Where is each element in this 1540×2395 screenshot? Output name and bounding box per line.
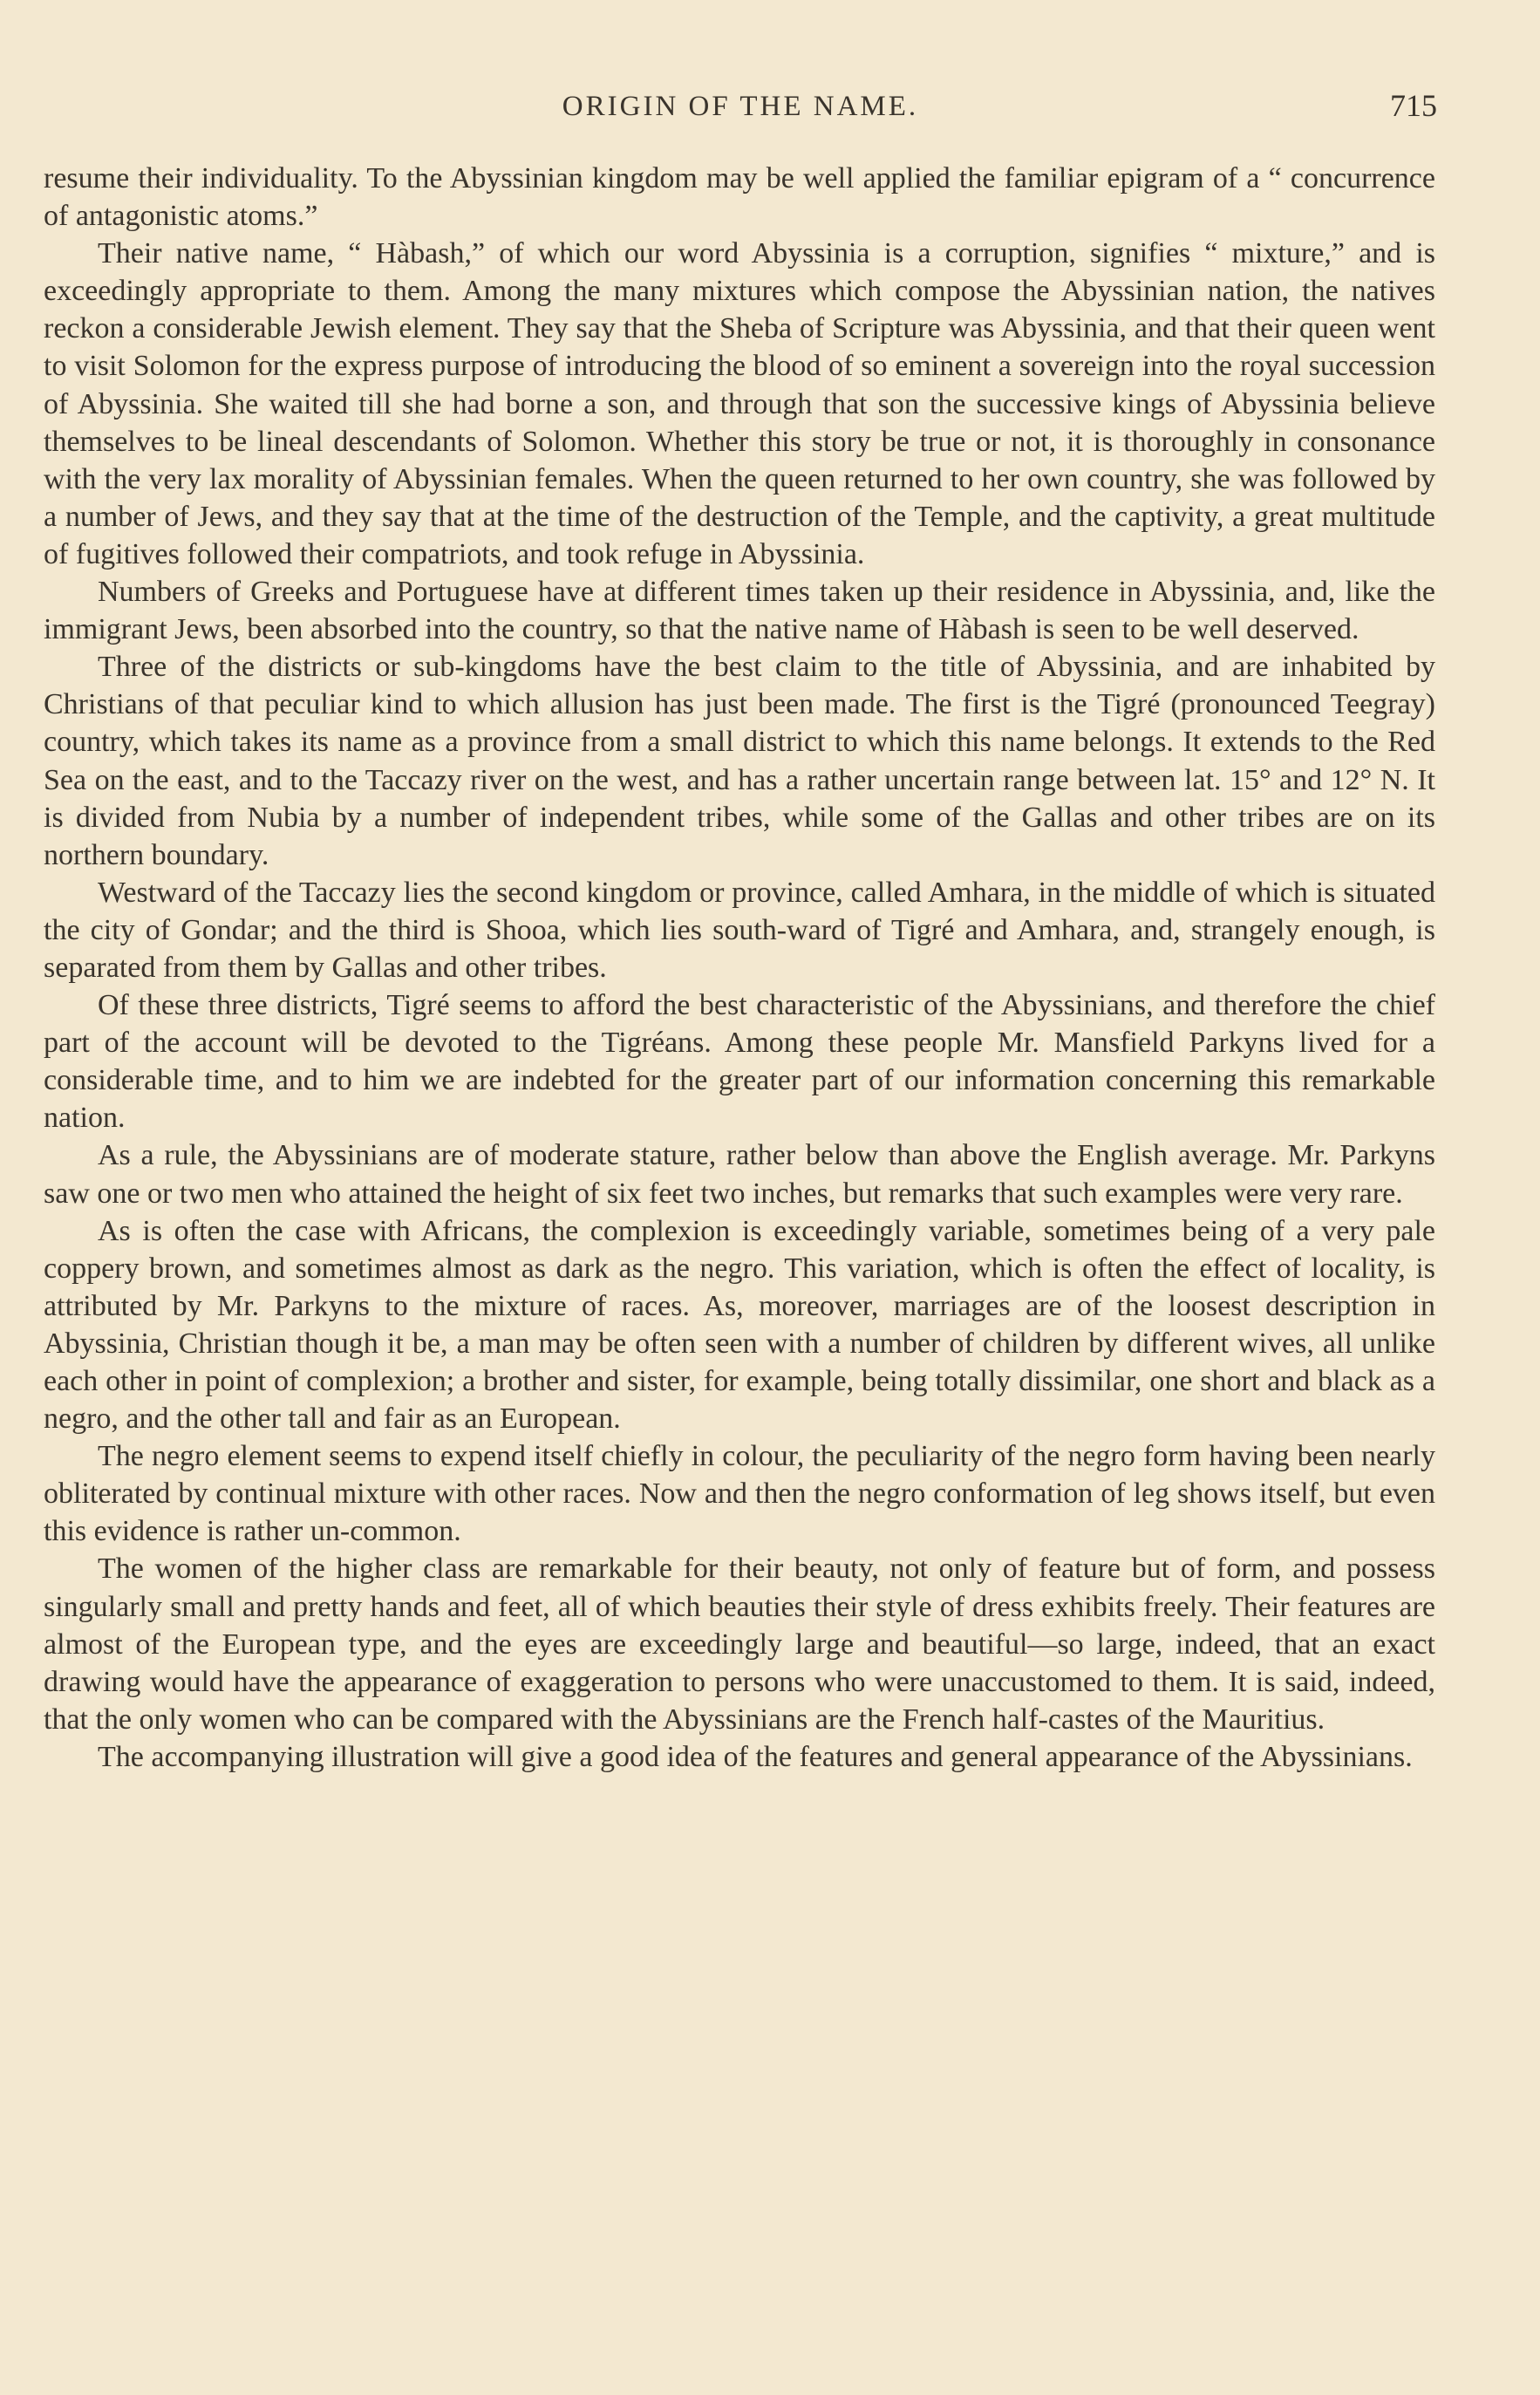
running-head (44, 87, 1437, 131)
paragraph-5: Westward of the Taccazy lies the second kingdom or province, called Amhara, in the middle of which is situated the city of Gondar; and the third is Shooa, which lies south-ward of Tigré and Amhara, and, strangely enough, is separated from them by Gallas and other tribes. (44, 876, 1435, 984)
body-text (44, 160, 1435, 1776)
paragraph-10: The women of the higher class are remarkable for their beauty, not only of feature but of form, and possess singularly small and pretty hands and feet, all of which beauties their style of dress exhibits freely. Their features are almost of the European type, and the eyes are exceedingly large and beautiful—so large, indeed, that an exact drawing would have the appearance of exaggeration to persons who were unaccustomed to them. It is said, indeed, that the only women who can be compared with the Abyssinians are the French half-castes of the Mauritius. (44, 1552, 1435, 1736)
paragraph-4: Three of the districts or sub-kingdoms have the best claim to the title of Abyssinia, and are inhabited by Christians of that peculiar kind to which allusion has just been made. The first is the Tigré (pronounced Teegray) country, which takes its name as a province from a small district to which this name belongs. It extends to the Red Sea on the east, and to the Taccazy river on the west, and has a rather uncertain range between lat. 15° and 12° N. It is divided from Nubia by a number of independent tribes, while some of the Gallas and other tribes are on its northern boundary. (44, 651, 1435, 871)
paragraph-2: Their native name, “ Hàbash,” of which our word Abyssinia is a corruption, signifies “ mixture,” and is exceedingly appropriate to them. Among the many mixtures which compose the Abyssinian nation, the natives reckon a considerable Jewish element. They say that the Sheba of Scripture was Abyssinia, and that their queen went to visit Solomon for the express purpose of introducing the blood of so eminent a sovereign into the royal succession of Abyssinia. She waited till she had borne a son, and through that son the successive kings of Abyssinia believe themselves to be lineal descendants of Solomon. Whether this story be true or not, it is thoroughly in consonance with the very lax morality of Abyssinian females. When the queen returned to her own country, she was followed by a number of Jews, and they say that at the time of the destruction of the Temple, and the captivity, a great multitude of fugitives followed their compatriots, and took refuge in Abyssinia. (44, 237, 1435, 570)
paragraph-3: Numbers of Greeks and Portuguese have at different times taken up their residence in Abyssinia, and, like the immigrant Jews, been absorbed into the country, so that the native name of Hàbash is seen to be well deserved. (44, 576, 1435, 646)
paragraph-11: The accompanying illustration will give a good idea of the features and general appearance of the Abyssinians. (98, 1740, 1413, 1773)
paragraph-7: As a rule, the Abyssinians are of moderate stature, rather below than above the English average. Mr. Parkyns saw one or two men who attained the height of six feet two inches, but remarks that such examples were very rare. (44, 1139, 1435, 1210)
paragraph-9: The negro element seems to expend itself chiefly in colour, the peculiarity of the negro form having been nearly obliterated by continual mixture with other races. Now and then the negro conformation of leg shows itself, but even this evidence is rather un-common. (44, 1440, 1435, 1548)
running-title: ORIGIN OF THE NAME. (562, 91, 919, 122)
page-number: 715 (1390, 88, 1437, 123)
paragraph-8: As is often the case with Africans, the complexion is exceedingly variable, sometimes being of a very pale coppery brown, and sometimes almost as dark as the negro. This variation, which is often the effect of locality, is attributed by Mr. Parkyns to the mixture of races. As, moreover, marriages are of the loosest description in Abyssinia, Christian though it be, a man may be often seen with a number of children by different wives, all unlike each other in point of complexion; a brother and sister, for example, being totally dissimilar, one short and black as a negro, and the other tall and fair as an European. (44, 1214, 1435, 1436)
paragraph-6: Of these three districts, Tigré seems to afford the best characteristic of the Abyssinians, and therefore the chief part of the account will be devoted to the Tigréans. Among these people Mr. Mansfield Parkyns lived for a considerable time, and to him we are indebted for the greater part of our information concerning this remarkable nation. (44, 989, 1435, 1135)
paragraph-1: resume their individuality. To the Abyssinian kingdom may be well applied the familiar epigram of a “ concurrence of antagonistic atoms.” (44, 162, 1435, 233)
